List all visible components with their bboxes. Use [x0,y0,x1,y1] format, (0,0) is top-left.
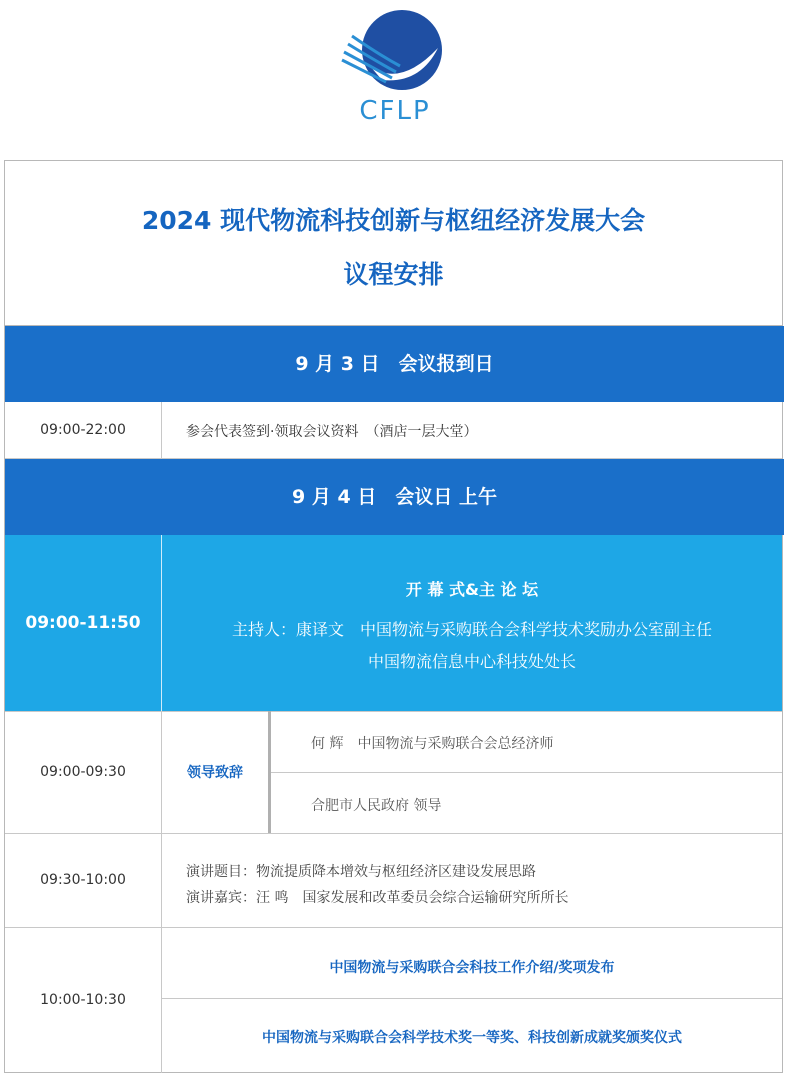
talk-topic: 演讲题目：物流提质降本增效与枢纽经济区建设发展思路 [186,864,536,880]
title-box [5,161,782,326]
conference-title: 2024 现代物流科技创新与枢纽经济发展大会 [141,206,646,235]
talk-row [5,833,782,928]
day1-header: 9 月 3 日 会议报到日 [5,326,784,402]
list-item: 合肥市人民政府 领导 [311,798,442,814]
list-item [162,927,782,999]
award-item-1: 中国物流与采购联合会科技工作介绍/奖项发布 [329,960,615,976]
session-title: 开 幕 式&主 论 坛 [405,580,539,599]
row-time: 09:00-22:00 [5,402,162,458]
award-item-2: 中国物流与采购联合会科学技术奖一等奖、科技创新成就奖颁奖仪式 [262,1030,682,1046]
talk-time: 09:30-10:00 [5,833,162,927]
session-row [5,535,782,712]
cflp-logo [330,8,460,128]
day2-header: 9 月 4 日 会议日 上午 [5,459,784,535]
agenda-subtitle: 议程安排 [343,260,444,289]
row-text: 参会代表签到·领取会议资料 （酒店一层大堂） [186,424,478,440]
session-host-title: 中国物流信息中心科技处处长 [367,652,576,671]
logo-text: CFLP [359,96,431,126]
speech-row [5,711,782,834]
list-item: 何 辉 中国物流与采购联合会总经济师 [271,711,782,773]
session-time: 09:00-11:50 [5,535,162,711]
award-row [5,927,782,1073]
speech-time: 09:00-09:30 [5,711,162,833]
agenda-table [4,160,783,1073]
speech-label: 领导致辞 [187,765,243,781]
session-host: 主持人：康译文 中国物流与采购联合会科学技术奖励办公室副主任 [231,620,712,639]
table-row [5,402,782,459]
list-item [162,999,782,1073]
award-time: 10:00-10:30 [5,927,162,1073]
talk-speaker: 演讲嘉宾：汪 鸣 国家发展和改革委员会综合运输研究所所长 [186,890,569,906]
